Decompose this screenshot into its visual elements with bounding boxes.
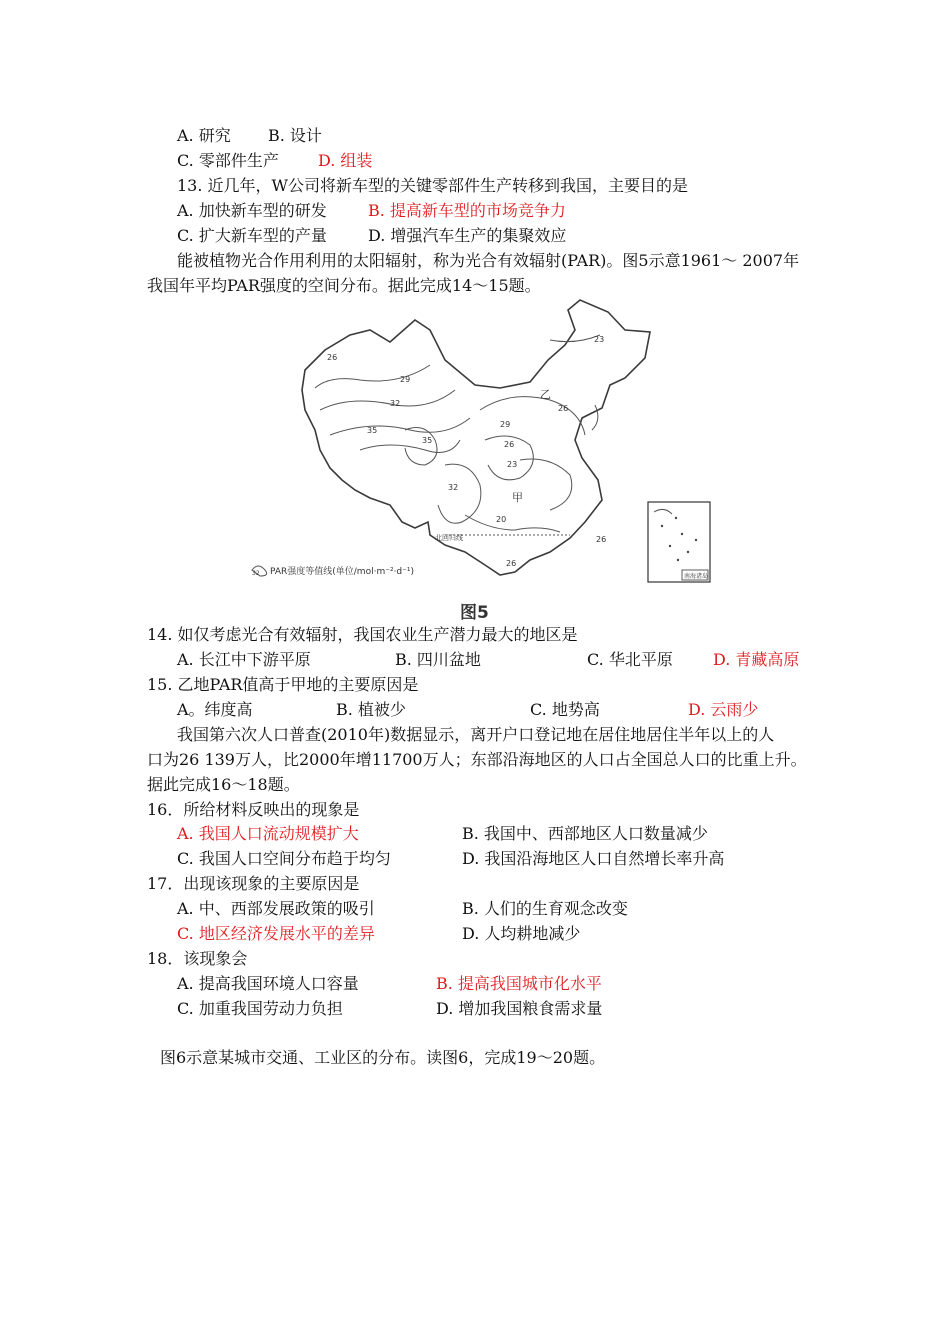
contour-label: 26 xyxy=(504,440,515,449)
contour-label: 20 xyxy=(496,515,507,524)
intro-14-15-line2: 我国年平均PAR强度的空间分布。据此完成14～15题。 xyxy=(147,276,541,295)
svg-text:南海诸岛: 南海诸岛 xyxy=(684,573,709,580)
q16-option-b: B. 我国中、西部地区人口数量减少 xyxy=(462,824,708,843)
q13-stem: 13. 近几年，W公司将新车型的关键零部件生产转移到我国，主要目的是 xyxy=(177,176,688,195)
q17-stem: 17．出现该现象的主要原因是 xyxy=(147,874,360,893)
tropic-label: 北回归线 xyxy=(435,534,463,542)
q12-option-d-answer: D. 组装 xyxy=(318,151,373,170)
q12-option-a: A. 研究 xyxy=(177,126,231,145)
contour-label: 32 xyxy=(390,399,401,408)
contour-label: 29 xyxy=(500,420,511,429)
contour-label: 26 xyxy=(327,353,338,362)
svg-text:32: 32 xyxy=(252,570,260,577)
q13-option-c: C. 扩大新车型的产量 xyxy=(177,226,327,245)
q17-option-c-answer: C. 地区经济发展水平的差异 xyxy=(177,924,375,943)
q16-option-c: C. 我国人口空间分布趋于均匀 xyxy=(177,849,391,868)
q13-option-a: A. 加快新车型的研发 xyxy=(177,201,327,220)
intro-14-15-line1: 能被植物光合作用利用的太阳辐射，称为光合有效辐射(PAR)。图5示意1961～ 2007年 xyxy=(177,251,800,270)
q15-option-c: C. 地势高 xyxy=(530,700,600,719)
south-china-sea-inset xyxy=(648,502,710,582)
q14-stem: 14. 如仅考虑光合有效辐射，我国农业生产潜力最大的地区是 xyxy=(147,625,578,644)
intro-16-18-line3: 据此完成16～18题。 xyxy=(147,775,300,794)
contour-label: 32 xyxy=(448,483,459,492)
q17-option-a: A. 中、西部发展政策的吸引 xyxy=(177,899,375,918)
q15-option-b: B. 植被少 xyxy=(336,700,406,719)
legend xyxy=(252,565,414,577)
q16-stem: 16．所给材料反映出的现象是 xyxy=(147,800,360,819)
intro-16-18-line2: 口为26 139万人，比2000年增11700万人；东部沿海地区的人口占全国总人口的比重上升。 xyxy=(147,750,807,769)
intro-19-20: 图6示意某城市交通、工业区的分布。读图6，完成19～20题。 xyxy=(160,1048,606,1067)
q18-option-c: C. 加重我国劳动力负担 xyxy=(177,999,343,1018)
q14-option-a: A. 长江中下游平原 xyxy=(177,650,311,669)
place-jia: 甲 xyxy=(512,491,523,504)
q14-option-b: B. 四川盆地 xyxy=(395,650,481,669)
intro-16-18-line1: 我国第六次人口普查(2010年)数据显示，离开户口登记地在居住地居住半年以上的人 xyxy=(177,725,775,744)
q15-option-d-answer: D. 云雨少 xyxy=(688,700,759,719)
contour-label: 23 xyxy=(507,460,518,469)
q12-option-c: C. 零部件生产 xyxy=(177,151,279,170)
q12-option-b: B. 设计 xyxy=(268,126,322,145)
contour-label: 26 xyxy=(506,559,517,568)
contour-label: 35 xyxy=(367,426,378,435)
q18-option-d: D. 增加我国粮食需求量 xyxy=(436,999,603,1018)
q14-option-d-answer: D. 青藏高原 xyxy=(713,650,800,669)
q15-stem: 15. 乙地PAR值高于甲地的主要原因是 xyxy=(147,675,419,694)
q18-stem: 18．该现象会 xyxy=(147,949,248,968)
q18-option-b-answer: B. 提高我国城市化水平 xyxy=(436,974,602,993)
q17-option-d: D. 人均耕地减少 xyxy=(462,924,581,943)
q15-option-a: A。纬度高 xyxy=(177,700,253,719)
legend-text: PAR强度等值线(单位/mol·m⁻²·d⁻¹) xyxy=(270,567,415,577)
contour-label: 23 xyxy=(594,335,605,344)
figure5-map xyxy=(230,290,730,630)
q13-option-d: D. 增强汽车生产的集聚效应 xyxy=(368,226,567,245)
q18-option-a: A. 提高我国环境人口容量 xyxy=(177,974,359,993)
contour-label: 29 xyxy=(400,375,411,384)
q16-option-d: D. 我国沿海地区人口自然增长率升高 xyxy=(462,849,725,868)
q17-option-b: B. 人们的生育观念改变 xyxy=(462,899,628,918)
china-par-map xyxy=(230,290,730,630)
q14-option-c: C. 华北平原 xyxy=(587,650,673,669)
q16-option-a-answer: A. 我国人口流动规模扩大 xyxy=(177,824,359,843)
contour-label: 35 xyxy=(422,436,433,445)
q13-option-b-answer: B. 提高新车型的市场竞争力 xyxy=(368,201,566,220)
place-yi: 乙 xyxy=(540,388,551,401)
figure5-caption: 图5 xyxy=(460,603,489,623)
contour-label: 26 xyxy=(558,404,569,413)
contour-label: 26 xyxy=(596,535,607,544)
